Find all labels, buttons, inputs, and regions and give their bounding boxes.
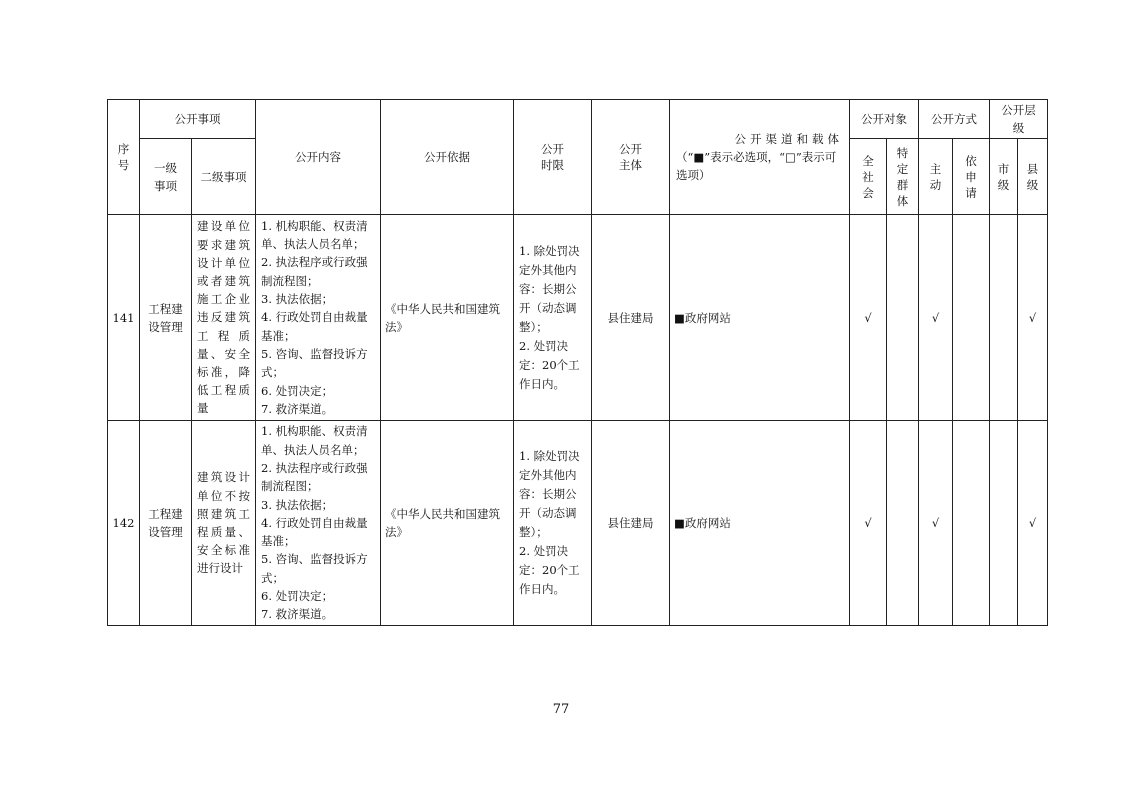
row-audience-specific <box>887 421 919 626</box>
row-seq: 141 <box>108 215 140 421</box>
row-method-request <box>953 215 990 421</box>
row-level1: 工程建设管理 <box>140 215 192 421</box>
header-audience-all: 全社会 <box>850 139 887 215</box>
header-row-1 <box>108 100 1048 139</box>
page-number: 77 <box>552 702 570 717</box>
row-content: 1. 机构职能、权责清单、执法人员名单； 2. 执法程序或行政强制流程图； 3. 执法依据； 4. 行政处罚自由裁量基准； 5. 咨询、监督投诉方式； 6. 处罚决定； 7. 救济渠道。 <box>256 421 381 626</box>
row-level2: 建筑设计单位不按照建筑工程质量、安全标准进行设计 <box>192 421 256 626</box>
header-seq: 序号 <box>108 100 140 215</box>
header-level-city: 市级 <box>990 139 1018 215</box>
row-method-active: √ <box>919 421 953 626</box>
row-audience-all: √ <box>850 421 887 626</box>
header-audience-specific: 特定群体 <box>887 139 919 215</box>
row-basis: 《中华人民共和国建筑法》 <box>381 215 514 421</box>
header-item-group: 公开事项 <box>140 100 256 139</box>
header-method: 公开方式 <box>919 100 990 139</box>
header-content: 公开内容 <box>256 100 381 215</box>
header-level-county: 县级 <box>1018 139 1048 215</box>
row-audience-specific <box>887 215 919 421</box>
header-subject: 公开主体 <box>592 100 670 215</box>
row-level2: 建设单位要求建筑设计单位或者建筑施工企业违反建筑工程质量、安全标准，降低工程质量 <box>192 215 256 421</box>
row-method-active: √ <box>919 215 953 421</box>
row-level-city <box>990 215 1018 421</box>
row-subject: 县住建局 <box>592 421 670 626</box>
header-level1: 一级事项 <box>140 139 192 215</box>
row-method-request <box>953 421 990 626</box>
table-row <box>108 421 1048 626</box>
row-level1: 工程建设管理 <box>140 421 192 626</box>
row-time-limit: 1. 除处罚决定外其他内容：长期公开（动态调整）； 2. 处罚决定：20个工作日内。 <box>514 215 592 421</box>
row-content: 1. 机构职能、权责清单、执法人员名单； 2. 执法程序或行政强制流程图； 3. 执法依据； 4. 行政处罚自由裁量基准； 5. 咨询、监督投诉方式； 6. 处罚决定； 7. 救济渠道。 <box>256 215 381 421</box>
row-level-city <box>990 421 1018 626</box>
header-method-active: 主动 <box>919 139 953 215</box>
row-audience-all: √ <box>850 215 887 421</box>
row-time-limit: 1. 除处罚决定外其他内容：长期公开（动态调整）； 2. 处罚决定：20个工作日内。 <box>514 421 592 626</box>
header-channel: 公开渠道和载体 （“■”表示必选项，“□”表示可选项） <box>670 100 850 215</box>
header-method-request: 依申请 <box>953 139 990 215</box>
header-level2: 二级事项 <box>192 139 256 215</box>
disclosure-table <box>107 99 1048 626</box>
row-subject: 县住建局 <box>592 215 670 421</box>
row-channel: ■政府网站 <box>670 215 850 421</box>
row-level-county: √ <box>1018 421 1048 626</box>
row-level-county: √ <box>1018 215 1048 421</box>
table-row <box>108 215 1048 421</box>
header-level: 公开层级 <box>990 100 1048 139</box>
header-basis: 公开依据 <box>381 100 514 215</box>
row-basis: 《中华人民共和国建筑法》 <box>381 421 514 626</box>
header-audience: 公开对象 <box>850 100 919 139</box>
row-channel: ■政府网站 <box>670 421 850 626</box>
row-seq: 142 <box>108 421 140 626</box>
header-time-limit: 公开时限 <box>514 100 592 215</box>
